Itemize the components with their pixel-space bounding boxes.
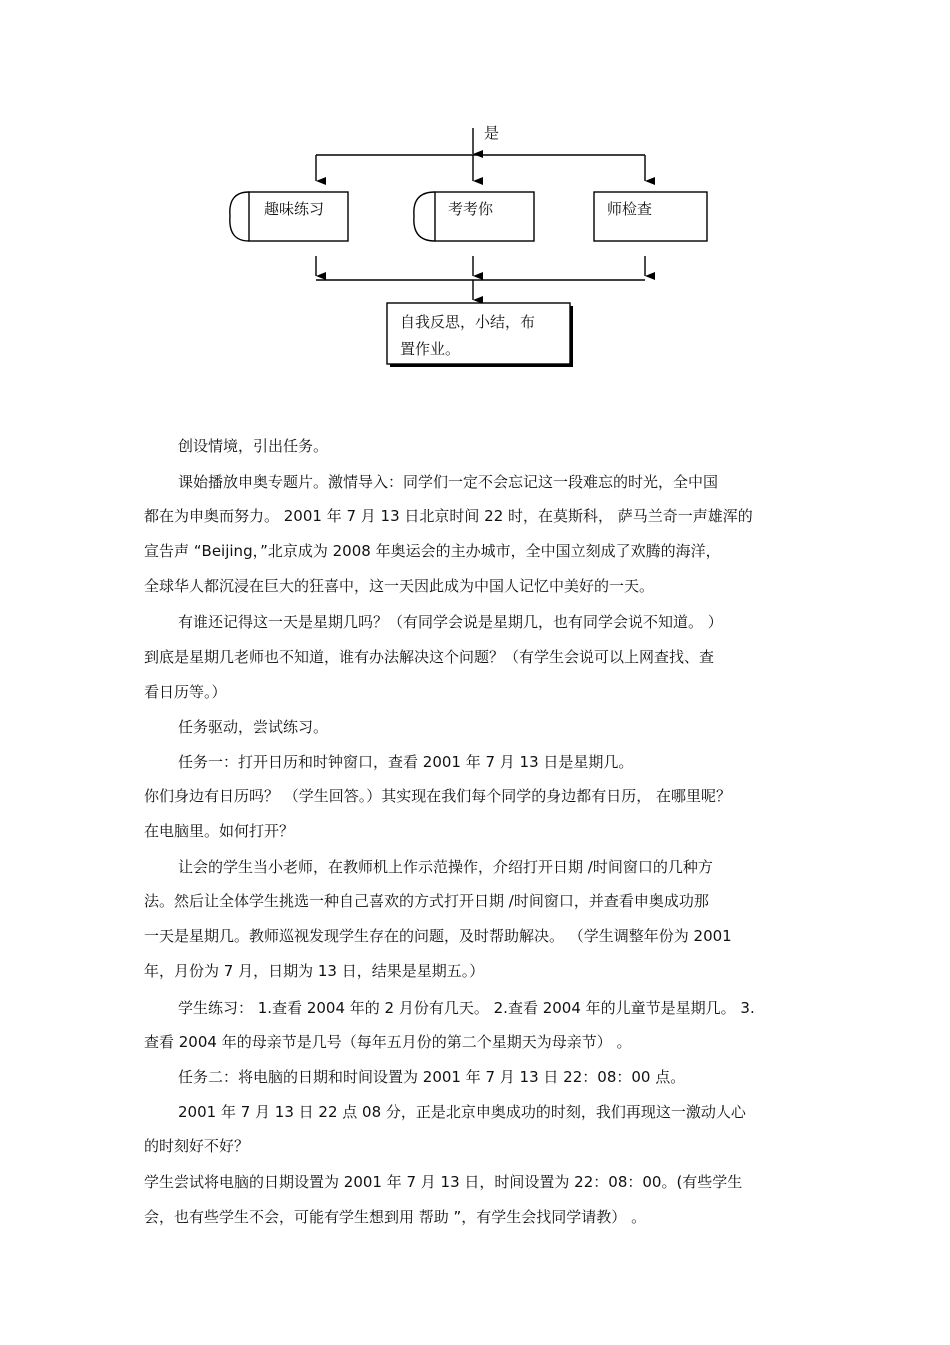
yes-label: 是 [484,124,500,142]
box2-label: 考考你 [448,200,494,218]
text-line: 创设情境，引出任务。 [178,437,329,455]
box1-label: 趣味练习 [264,200,325,218]
text-line: 任务驱动，尝试练习。 [178,718,329,736]
text-line: 在电脑里。如何打开？ [144,822,295,840]
text-line: 到底是星期几老师也不知道，谁有办法解决这个问题？（有学生会说可以上网查找、查 [144,648,715,666]
text-line: 学生尝试将电脑的日期设置为 2001 年 7 月 13 日，时间设置为 22：08：00。(有些学生 [144,1173,743,1191]
text-line: 全球华人都沉浸在巨大的狂喜中，这一天因此成为中国人记忆中美好的一天。 [144,577,655,595]
box4-label-line2: 置作业。 [400,340,461,358]
text-line: 你们身边有日历吗？ （学生回答。）其实现在我们每个同学的身边都有日历， 在哪里呢？ [144,787,732,805]
text-line: 宣告声 “Beijing，”北京成为 2008 年奥运会的主办城市，全中国立刻成了欢腾的海洋， [144,542,721,560]
text-line: 会，也有些学生不会，可能有学生想到用 帮助 ”，有学生会找同学请教） 。 [144,1208,647,1226]
text-line: 任务一：打开日历和时钟窗口，查看 2001 年 7 月 13 日是星期几。 [178,753,634,771]
box3-label: 师检查 [607,200,653,218]
text-line: 法。然后让全体学生挑选一种自己喜欢的方式打开日期 /时间窗口，并查看申奥成功那 [144,892,709,910]
text-line: 课始播放申奥专题片。激情导入：同学们一定不会忘记这一段难忘的时光，全中国 [178,473,719,491]
text-line: 年，月份为 7 月，日期为 13 日，结果是星期五。） [144,962,485,980]
text-line: 让会的学生当小老师，在教师机上作示范操作，介绍打开日期 /时间窗口的几种方 [178,858,713,876]
text-line: 有谁还记得这一天是星期几吗？（有同学会说是星期几，也有同学会说不知道。 ） [178,613,723,631]
box1-curve [230,192,249,241]
text-line: 一天是星期几。教师巡视发现学生存在的问题，及时帮助解决。 （学生调整年份为 2001 [144,927,732,945]
text-line: 看日历等。） [144,683,227,701]
box4-label-line1: 自我反思，小结，布 [400,313,536,331]
box2-curve [414,192,435,241]
text-line: 2001 年 7 月 13 日 22 点 08 分，正是北京申奥成功的时刻，我们再现这一激动人心 [178,1103,746,1121]
text-line: 任务二：将电脑的日期和时间设置为 2001 年 7 月 13 日 22：08：00 点。 [178,1068,686,1086]
text-line: 的时刻好不好？ [144,1137,250,1155]
text-line: 学生练习： 1.查看 2004 年的 2 月份有几天。 2.查看 2004 年的儿童节是星期几。 3. [178,999,755,1017]
text-line: 都在为申奥而努力。 2001 年 7 月 13 日北京时间 22 时，在莫斯科， 萨马兰奇一声雄浑的 [144,507,753,525]
text-line: 查看 2004 年的母亲节是几号（每年五月份的第二个星期天为母亲节） 。 [144,1033,632,1051]
